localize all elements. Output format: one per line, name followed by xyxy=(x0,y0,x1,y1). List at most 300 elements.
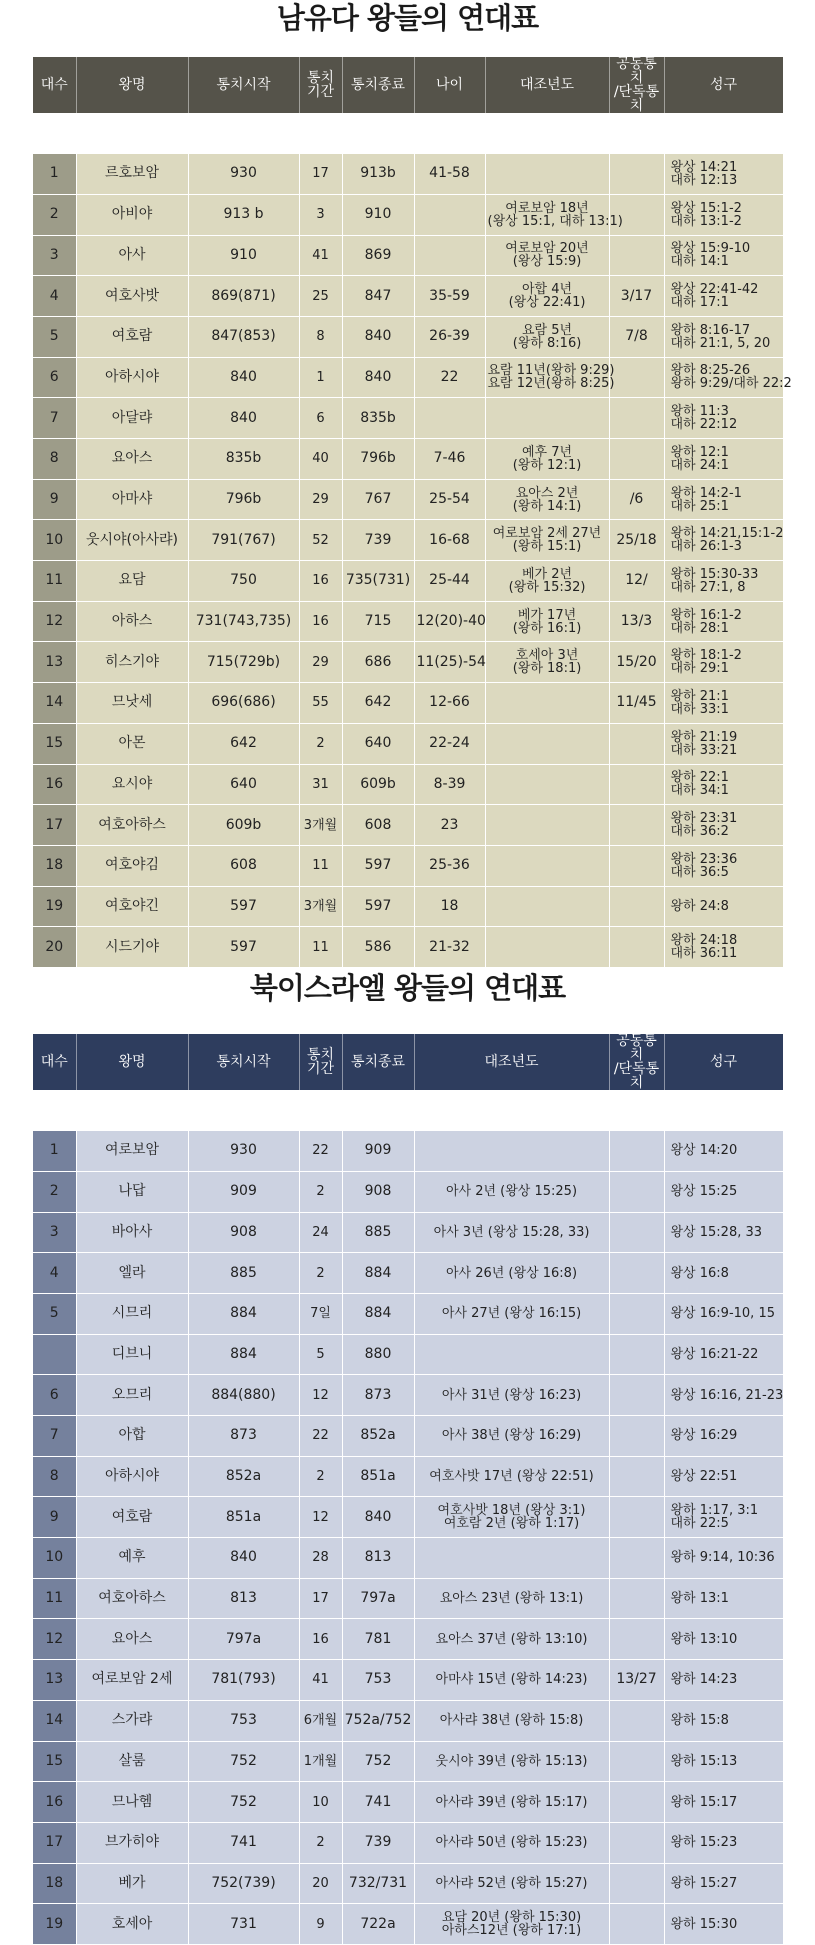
king-name: 요담 xyxy=(76,561,188,602)
reign-end: 880 xyxy=(342,1334,414,1375)
king-name: 시드기야 xyxy=(76,927,188,968)
scripture-reference: 왕상 16:29 xyxy=(664,1416,783,1457)
col-header-ref: 성구 xyxy=(664,57,783,113)
reign-start: 852a xyxy=(188,1456,299,1497)
synchronism-year: 아마샤 15년 (왕하 14:23) xyxy=(414,1660,609,1701)
reign-end: 781 xyxy=(342,1619,414,1660)
co-regency xyxy=(609,1416,664,1457)
king-number: 17 xyxy=(33,805,76,846)
king-age: 7-46 xyxy=(414,439,485,480)
scripture-reference: 왕하 23:31 대하 36:2 xyxy=(664,805,783,846)
table-row xyxy=(33,805,783,846)
reign-start: 791(767) xyxy=(188,520,299,561)
reign-end: 847 xyxy=(342,276,414,317)
king-name: 아하시야 xyxy=(76,357,188,398)
king-age: 41-58 xyxy=(414,154,485,195)
scripture-reference: 왕상 14:20 xyxy=(664,1131,783,1172)
scripture-reference: 왕하 21:1 대하 33:1 xyxy=(664,683,783,724)
king-number: 10 xyxy=(33,1538,76,1579)
reign-start: 640 xyxy=(188,764,299,805)
reign-start: 752(739) xyxy=(188,1863,299,1904)
reign-start: 813 xyxy=(188,1578,299,1619)
co-regency xyxy=(609,886,664,927)
king-number: 18 xyxy=(33,845,76,886)
king-age xyxy=(414,398,485,439)
table-row xyxy=(33,154,783,195)
judah-header-row xyxy=(33,57,783,113)
synchronism-year xyxy=(485,398,609,439)
king-number: 17 xyxy=(33,1822,76,1863)
table-row xyxy=(33,1253,783,1294)
king-number: 11 xyxy=(33,1578,76,1619)
co-regency xyxy=(609,1578,664,1619)
reign-end: 597 xyxy=(342,845,414,886)
table-row xyxy=(33,316,783,357)
king-number: 2 xyxy=(33,1171,76,1212)
king-number: 8 xyxy=(33,439,76,480)
reign-end: 642 xyxy=(342,683,414,724)
king-name: 여호아하스 xyxy=(76,1578,188,1619)
reign-end: 752 xyxy=(342,1741,414,1782)
reign-period: 5 xyxy=(299,1334,342,1375)
scripture-reference: 왕상 16:21-22 xyxy=(664,1334,783,1375)
king-name: 아합 xyxy=(76,1416,188,1457)
table-row xyxy=(33,1578,783,1619)
king-name: 여호아하스 xyxy=(76,805,188,846)
table-row xyxy=(33,1904,783,1945)
scripture-reference: 왕하 15:23 xyxy=(664,1822,783,1863)
king-number: 1 xyxy=(33,154,76,195)
king-number: 15 xyxy=(33,1741,76,1782)
reign-period: 16 xyxy=(299,561,342,602)
reign-start: 847(853) xyxy=(188,316,299,357)
king-number: 7 xyxy=(33,1416,76,1457)
co-regency xyxy=(609,1293,664,1334)
king-name: 요시야 xyxy=(76,764,188,805)
table-row xyxy=(33,1741,783,1782)
king-name: 예후 xyxy=(76,1538,188,1579)
col-header-end: 통치종료 xyxy=(342,57,414,113)
scripture-reference: 왕하 15:27 xyxy=(664,1863,783,1904)
reign-period: 25 xyxy=(299,276,342,317)
co-regency xyxy=(609,1334,664,1375)
reign-end: 797a xyxy=(342,1578,414,1619)
reign-end: 732/731 xyxy=(342,1863,414,1904)
co-regency: 7/8 xyxy=(609,316,664,357)
reign-period: 11 xyxy=(299,845,342,886)
scripture-reference: 왕하 23:36 대하 36:5 xyxy=(664,845,783,886)
scripture-reference: 왕상 16:9-10, 15 xyxy=(664,1293,783,1334)
co-regency: 3/17 xyxy=(609,276,664,317)
reign-start: 835b xyxy=(188,439,299,480)
reign-period: 41 xyxy=(299,1660,342,1701)
israel-header-row xyxy=(33,1034,783,1090)
king-name: 시므리 xyxy=(76,1293,188,1334)
king-name: 아달랴 xyxy=(76,398,188,439)
table-row xyxy=(33,1293,783,1334)
reign-start: 731 xyxy=(188,1904,299,1945)
reign-start: 851a xyxy=(188,1497,299,1538)
reign-end: 715 xyxy=(342,601,414,642)
reign-end: 608 xyxy=(342,805,414,846)
king-name: 엘라 xyxy=(76,1253,188,1294)
scripture-reference: 왕상 15:9-10 대하 14:1 xyxy=(664,235,783,276)
table-row xyxy=(33,520,783,561)
reign-period: 29 xyxy=(299,479,342,520)
co-regency: 11/45 xyxy=(609,683,664,724)
king-number: 1 xyxy=(33,1131,76,1172)
king-number: 9 xyxy=(33,479,76,520)
synchronism-year: 아사랴 52년 (왕하 15:27) xyxy=(414,1863,609,1904)
reign-period: 17 xyxy=(299,154,342,195)
synchronism-year xyxy=(414,1538,609,1579)
reign-period: 12 xyxy=(299,1375,342,1416)
king-name: 스가랴 xyxy=(76,1700,188,1741)
co-regency xyxy=(609,1863,664,1904)
scripture-reference: 왕하 15:30 xyxy=(664,1904,783,1945)
king-number: 4 xyxy=(33,276,76,317)
reign-period: 16 xyxy=(299,601,342,642)
scripture-reference: 왕하 11:3 대하 22:12 xyxy=(664,398,783,439)
co-regency xyxy=(609,357,664,398)
reign-end: 739 xyxy=(342,520,414,561)
synchronism-year: 요람 11년(왕하 9:29) 요람 12년(왕하 8:25) xyxy=(485,357,609,398)
reign-end: 609b xyxy=(342,764,414,805)
reign-period: 55 xyxy=(299,683,342,724)
reign-period: 6개월 xyxy=(299,1700,342,1741)
king-name: 요아스 xyxy=(76,1619,188,1660)
king-number: 13 xyxy=(33,642,76,683)
king-number: 12 xyxy=(33,601,76,642)
reign-period: 2 xyxy=(299,1822,342,1863)
king-number: 2 xyxy=(33,194,76,235)
king-name: 바아사 xyxy=(76,1212,188,1253)
co-regency xyxy=(609,398,664,439)
col-header-no: 대수 xyxy=(33,1034,76,1090)
reign-end: 869 xyxy=(342,235,414,276)
synchronism-year: 호세아 3년 (왕하 18:1) xyxy=(485,642,609,683)
reign-start: 796b xyxy=(188,479,299,520)
king-number: 5 xyxy=(33,1293,76,1334)
table-row xyxy=(33,1171,783,1212)
synchronism-year: 요아스 2년 (왕하 14:1) xyxy=(485,479,609,520)
king-name: 므낫세 xyxy=(76,683,188,724)
judah-table-title: 남유다 왕들의 연대표 xyxy=(276,1,539,35)
king-number: 14 xyxy=(33,683,76,724)
scripture-reference: 왕상 16:16, 21-23 xyxy=(664,1375,783,1416)
scripture-reference: 왕하 15:17 xyxy=(664,1782,783,1823)
reign-period: 17 xyxy=(299,1578,342,1619)
table-row xyxy=(33,1863,783,1904)
reign-period: 29 xyxy=(299,642,342,683)
king-name: 히스기야 xyxy=(76,642,188,683)
reign-start: 884(880) xyxy=(188,1375,299,1416)
reign-period: 2 xyxy=(299,1456,342,1497)
scripture-reference: 왕하 9:14, 10:36 xyxy=(664,1538,783,1579)
table-row xyxy=(33,601,783,642)
reign-start: 753 xyxy=(188,1700,299,1741)
king-number: 13 xyxy=(33,1660,76,1701)
king-age: 25-54 xyxy=(414,479,485,520)
scripture-reference: 왕하 21:19 대하 33:21 xyxy=(664,723,783,764)
col-header-end: 통치종료 xyxy=(342,1034,414,1090)
king-number: 6 xyxy=(33,1375,76,1416)
king-age: 8-39 xyxy=(414,764,485,805)
reign-period: 12 xyxy=(299,1497,342,1538)
reign-period: 22 xyxy=(299,1416,342,1457)
king-age: 23 xyxy=(414,805,485,846)
king-name: 호세아 xyxy=(76,1904,188,1945)
israel-kings-table xyxy=(33,1034,784,1945)
reign-period: 2 xyxy=(299,723,342,764)
scripture-reference: 왕하 22:1 대하 34:1 xyxy=(664,764,783,805)
king-name: 르호보암 xyxy=(76,154,188,195)
reign-end: 873 xyxy=(342,1375,414,1416)
synchronism-year: 아사랴 39년 (왕하 15:17) xyxy=(414,1782,609,1823)
co-regency xyxy=(609,1253,664,1294)
table-row xyxy=(33,1416,783,1457)
king-name: 요아스 xyxy=(76,439,188,480)
king-number: 4 xyxy=(33,1253,76,1294)
king-number: 9 xyxy=(33,1497,76,1538)
king-number: 7 xyxy=(33,398,76,439)
scripture-reference: 왕하 15:13 xyxy=(664,1741,783,1782)
king-age: 21-32 xyxy=(414,927,485,968)
reign-start: 797a xyxy=(188,1619,299,1660)
co-regency xyxy=(609,1700,664,1741)
synchronism-year: 아사 26년 (왕상 16:8) xyxy=(414,1253,609,1294)
reign-start: 597 xyxy=(188,886,299,927)
table-row xyxy=(33,1334,783,1375)
table-row xyxy=(33,1538,783,1579)
col-header-name: 왕명 xyxy=(76,1034,188,1090)
scripture-reference: 왕하 24:18 대하 36:11 xyxy=(664,927,783,968)
table-row xyxy=(33,1375,783,1416)
king-number: 14 xyxy=(33,1700,76,1741)
col-header-period: 통치 기간 xyxy=(299,57,342,113)
scripture-reference: 왕하 13:1 xyxy=(664,1578,783,1619)
king-name: 아비야 xyxy=(76,194,188,235)
king-age xyxy=(414,235,485,276)
reign-end: 885 xyxy=(342,1212,414,1253)
synchronism-year xyxy=(485,154,609,195)
king-name: 아하시야 xyxy=(76,1456,188,1497)
reign-end: 767 xyxy=(342,479,414,520)
scripture-reference: 왕상 16:8 xyxy=(664,1253,783,1294)
king-age xyxy=(414,194,485,235)
scripture-reference: 왕하 1:17, 3:1 대하 22:5 xyxy=(664,1497,783,1538)
reign-end: 835b xyxy=(342,398,414,439)
scripture-reference: 왕상 15:28, 33 xyxy=(664,1212,783,1253)
king-number: 16 xyxy=(33,764,76,805)
reign-start: 840 xyxy=(188,1538,299,1579)
scripture-reference: 왕하 8:16-17 대하 21:1, 5, 20 xyxy=(664,316,783,357)
co-regency xyxy=(609,1171,664,1212)
synchronism-year xyxy=(414,1334,609,1375)
reign-period: 41 xyxy=(299,235,342,276)
table-row xyxy=(33,1619,783,1660)
co-regency xyxy=(609,154,664,195)
table-row xyxy=(33,1497,783,1538)
reign-period: 52 xyxy=(299,520,342,561)
synchronism-year: 베가 2년 (왕하 15:32) xyxy=(485,561,609,602)
king-name: 여호사밧 xyxy=(76,276,188,317)
king-number: 6 xyxy=(33,357,76,398)
king-number: 3 xyxy=(33,235,76,276)
king-age: 22 xyxy=(414,357,485,398)
table-row xyxy=(33,1131,783,1172)
table-row xyxy=(33,886,783,927)
reign-end: 752a/752 xyxy=(342,1700,414,1741)
reign-start: 741 xyxy=(188,1822,299,1863)
table-row xyxy=(33,1782,783,1823)
col-header-name: 왕명 xyxy=(76,57,188,113)
scripture-reference: 왕상 15:1-2 대하 13:1-2 xyxy=(664,194,783,235)
reign-start: 696(686) xyxy=(188,683,299,724)
reign-start: 642 xyxy=(188,723,299,764)
reign-start: 715(729b) xyxy=(188,642,299,683)
reign-period: 3 xyxy=(299,194,342,235)
scripture-reference: 왕하 8:25-26 왕하 9:29/대하 22:2 xyxy=(664,357,783,398)
synchronism-year: 아사 27년 (왕상 16:15) xyxy=(414,1293,609,1334)
king-name: 브가히야 xyxy=(76,1822,188,1863)
synchronism-year xyxy=(485,805,609,846)
reign-end: 640 xyxy=(342,723,414,764)
reign-end: 586 xyxy=(342,927,414,968)
king-number: 12 xyxy=(33,1619,76,1660)
co-regency xyxy=(609,1741,664,1782)
reign-end: 722a xyxy=(342,1904,414,1945)
king-number xyxy=(33,1334,76,1375)
table-row xyxy=(33,561,783,602)
reign-period: 28 xyxy=(299,1538,342,1579)
reign-period: 40 xyxy=(299,439,342,480)
reign-end: 741 xyxy=(342,1782,414,1823)
scripture-reference: 왕하 14:21,15:1-2 대하 26:1-3 xyxy=(664,520,783,561)
table-row xyxy=(33,642,783,683)
reign-end: 753 xyxy=(342,1660,414,1701)
table-row xyxy=(33,235,783,276)
table-row xyxy=(33,764,783,805)
col-header-co: 공동통치 /단독통치 xyxy=(609,1034,664,1090)
co-regency xyxy=(609,1497,664,1538)
reign-start: 908 xyxy=(188,1212,299,1253)
reign-period: 22 xyxy=(299,1131,342,1172)
col-header-no: 대수 xyxy=(33,57,76,113)
reign-period: 1 xyxy=(299,357,342,398)
king-age: 35-59 xyxy=(414,276,485,317)
king-name: 베가 xyxy=(76,1863,188,1904)
co-regency xyxy=(609,1822,664,1863)
co-regency: 13/27 xyxy=(609,1660,664,1701)
synchronism-year: 아사 38년 (왕상 16:29) xyxy=(414,1416,609,1457)
king-number: 20 xyxy=(33,927,76,968)
co-regency xyxy=(609,1131,664,1172)
scripture-reference: 왕하 13:10 xyxy=(664,1619,783,1660)
table-row xyxy=(33,398,783,439)
col-header-sync: 대조년도 xyxy=(485,57,609,113)
co-regency xyxy=(609,1456,664,1497)
reign-start: 608 xyxy=(188,845,299,886)
synchronism-year: 요아스 37년 (왕하 13:10) xyxy=(414,1619,609,1660)
king-name: 아하스 xyxy=(76,601,188,642)
col-header-co: 공동통치 /단독통치 xyxy=(609,57,664,113)
col-header-start: 통치시작 xyxy=(188,57,299,113)
synchronism-year xyxy=(485,845,609,886)
king-number: 3 xyxy=(33,1212,76,1253)
table-row xyxy=(33,1660,783,1701)
reign-start: 752 xyxy=(188,1741,299,1782)
king-age: 16-68 xyxy=(414,520,485,561)
synchronism-year: 여호사밧 18년 (왕상 3:1) 여호람 2년 (왕하 1:17) xyxy=(414,1497,609,1538)
synchronism-year: 여로보암 2세 27년 (왕하 15:1) xyxy=(485,520,609,561)
king-number: 11 xyxy=(33,561,76,602)
reign-end: 884 xyxy=(342,1253,414,1294)
king-age: 18 xyxy=(414,886,485,927)
reign-end: 908 xyxy=(342,1171,414,1212)
reign-period: 8 xyxy=(299,316,342,357)
reign-end: 840 xyxy=(342,1497,414,1538)
co-regency xyxy=(609,235,664,276)
reign-start: 731(743,735) xyxy=(188,601,299,642)
king-name: 여호람 xyxy=(76,1497,188,1538)
reign-start: 884 xyxy=(188,1334,299,1375)
king-name: 나답 xyxy=(76,1171,188,1212)
king-number: 18 xyxy=(33,1863,76,1904)
synchronism-year: 아합 4년 (왕상 22:41) xyxy=(485,276,609,317)
col-header-period: 통치 기간 xyxy=(299,1034,342,1090)
king-number: 16 xyxy=(33,1782,76,1823)
king-age: 25-44 xyxy=(414,561,485,602)
reign-end: 840 xyxy=(342,357,414,398)
reign-end: 813 xyxy=(342,1538,414,1579)
king-age: 25-36 xyxy=(414,845,485,886)
table-row xyxy=(33,357,783,398)
reign-start: 869(871) xyxy=(188,276,299,317)
synchronism-year: 요아스 23년 (왕하 13:1) xyxy=(414,1578,609,1619)
reign-period: 1개월 xyxy=(299,1741,342,1782)
reign-period: 2 xyxy=(299,1171,342,1212)
reign-end: 597 xyxy=(342,886,414,927)
reign-period: 20 xyxy=(299,1863,342,1904)
reign-start: 840 xyxy=(188,357,299,398)
co-regency: 25/18 xyxy=(609,520,664,561)
reign-period: 3개월 xyxy=(299,886,342,927)
synchronism-year: 여호사밧 17년 (왕상 22:51) xyxy=(414,1456,609,1497)
reign-period: 24 xyxy=(299,1212,342,1253)
king-age: 12(20)-40 xyxy=(414,601,485,642)
scripture-reference: 왕하 15:30-33 대하 27:1, 8 xyxy=(664,561,783,602)
table-row xyxy=(33,927,783,968)
reign-period: 11 xyxy=(299,927,342,968)
king-number: 8 xyxy=(33,1456,76,1497)
synchronism-year: 요람 5년 (왕하 8:16) xyxy=(485,316,609,357)
synchronism-year: 아사 3년 (왕상 15:28, 33) xyxy=(414,1212,609,1253)
king-name: 살룸 xyxy=(76,1741,188,1782)
col-header-age: 나이 xyxy=(414,57,485,113)
table-row xyxy=(33,723,783,764)
synchronism-year: 베가 17년 (왕하 16:1) xyxy=(485,601,609,642)
col-header-start: 통치시작 xyxy=(188,1034,299,1090)
scripture-reference: 왕하 15:8 xyxy=(664,1700,783,1741)
judah-kings-table xyxy=(33,56,792,968)
synchronism-year: 아사 31년 (왕상 16:23) xyxy=(414,1375,609,1416)
col-header-ref: 성구 xyxy=(664,1034,783,1090)
synchronism-year xyxy=(485,683,609,724)
synchronism-year: 요담 20년 (왕하 15:30) 아하스12년 (왕하 17:1) xyxy=(414,1904,609,1945)
synchronism-year: 여로보암 18년 (왕상 15:1, 대하 13:1) xyxy=(485,194,609,235)
king-name: 여로보암 xyxy=(76,1131,188,1172)
